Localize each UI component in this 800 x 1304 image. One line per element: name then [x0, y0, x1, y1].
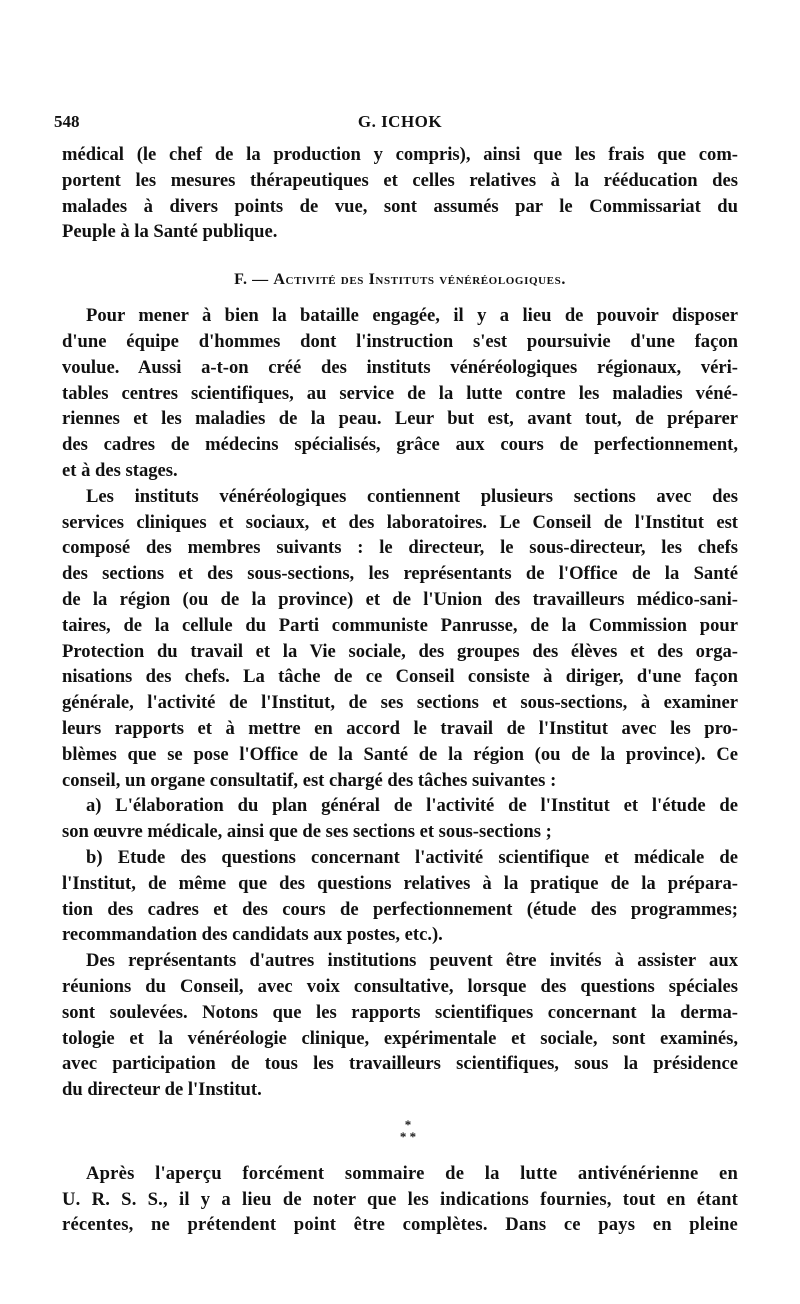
- text-line: riennes et les maladies de la peau. Leur but est, avant tout, de préparer: [62, 408, 738, 430]
- book-page: [54, 112, 738, 1238]
- text-line: des sections et des sous-sections, les représentants de l'Office de la Santé: [62, 563, 738, 585]
- text-line: tion des cadres et des cours de perfectionnement (étude des programmes;: [62, 898, 738, 920]
- paragraph-3: [62, 948, 738, 1103]
- section-heading: [62, 267, 738, 293]
- text-line: portent les mesures thérapeutiques et celles relatives à la rééducation des: [62, 169, 738, 191]
- text-line: Après l'aperçu forcément sommaire de la lutte antivénérienne en: [86, 1162, 738, 1184]
- text-line: l'Institut, de même que des questions relatives à la pratique de la prépara-: [62, 872, 738, 894]
- asterism-bottom: * *: [399, 1128, 417, 1144]
- text-line: tables centres scientifiques, au service de la lutte contre les maladies véné-: [62, 382, 738, 404]
- paragraph-2: [62, 484, 738, 794]
- text-line: d'une équipe d'hommes dont l'instruction s'est poursuivie d'une façon: [62, 330, 738, 352]
- text-line: services cliniques et sociaux, et des laboratoires. Le Conseil de l'Institut est: [62, 511, 738, 533]
- text-line: nisations des chefs. La tâche de ce Conseil consiste à diriger, d'une façon: [62, 666, 738, 688]
- text-line: malades à divers points de vue, sont assumés par le Commissariat du: [62, 195, 738, 217]
- intro-paragraph: [62, 142, 738, 245]
- list-item-a: [62, 793, 738, 845]
- running-head: [54, 112, 738, 142]
- text-line: a) L'élaboration du plan général de l'activité de l'Institut et l'étude de: [86, 795, 738, 817]
- text-line: Protection du travail et la Vie sociale, des groupes des élèves et des orga-: [62, 640, 738, 662]
- section-title: Activité des Instituts vénéréologiques.: [273, 271, 566, 289]
- text-line: médical (le chef de la production y compris), ainsi que les frais que com-: [62, 144, 738, 165]
- text-line: blèmes que se pose l'Office de la Santé de la région (ou de la province). Ce: [62, 743, 738, 765]
- paragraph-4: [62, 1161, 738, 1238]
- running-title: G. ICHOK: [357, 112, 443, 131]
- text-line: b) Etude des questions concernant l'activité scientifique et médicale de: [86, 846, 738, 868]
- text-line: taires, de la cellule du Parti communiste Panrusse, de la Commission pour: [62, 614, 738, 636]
- text-line: avec participation de tous les travailleurs scientifiques, sous la présidence: [62, 1053, 738, 1075]
- paragraph-1: [62, 303, 738, 484]
- asterism-separator: [62, 1116, 738, 1144]
- text-line: Pour mener à bien la bataille engagée, il y a lieu de pouvoir disposer: [86, 305, 738, 327]
- asterism-top: *: [404, 1116, 412, 1132]
- text-line: composé des membres suivants : le directeur, le sous-directeur, les chefs: [62, 537, 738, 559]
- text-line: son œuvre médicale, ainsi que de ses sections et sous-sections ;: [62, 821, 552, 843]
- text-line: générale, l'activité de l'Institut, de ses sections et sous-sections, à examiner: [62, 692, 738, 714]
- text-line: Peuple à la Santé publique.: [62, 221, 278, 243]
- list-item-b: [62, 845, 738, 948]
- text-line: U. R. S. S., il y a lieu de noter que les indications fournies, tout en étant: [62, 1188, 738, 1210]
- page-number: 548: [54, 112, 80, 131]
- text-line: et à des stages.: [62, 459, 178, 481]
- text-line: sont soulevées. Notons que les rapports scientifiques concernant la derma-: [62, 1001, 738, 1023]
- text-line: de la région (ou de la province) et de l'Union des travailleurs médico-sani-: [62, 588, 738, 610]
- text-line: tologie et la vénéréologie clinique, expérimentale et sociale, sont examinés,: [62, 1027, 738, 1049]
- text-line: conseil, un organe consultatif, est chargé des tâches suivantes :: [62, 769, 557, 791]
- text-line: Des représentants d'autres institutions peuvent être invités à assister aux: [86, 950, 738, 972]
- text-line: Les instituts vénéréologiques contiennent plusieurs sections avec des: [86, 485, 738, 507]
- text-line: réunions du Conseil, avec voix consultative, lorsque des questions spéciales: [62, 975, 738, 997]
- section-letter: F. —: [234, 271, 269, 289]
- text-line: récentes, ne prétendent point être complètes. Dans ce pays en pleine: [62, 1214, 738, 1236]
- text-line: du directeur de l'Institut.: [62, 1079, 262, 1101]
- text-line: voulue. Aussi a-t-on créé des instituts vénéréologiques régionaux, véri-: [62, 356, 738, 378]
- text-line: recommandation des candidats aux postes, etc.).: [62, 924, 443, 946]
- text-line: leurs rapports et à mettre en accord le travail de l'Institut avec les pro-: [62, 717, 738, 739]
- text-line: des cadres de médecins spécialisés, grâce aux cours de perfectionnement,: [62, 434, 738, 456]
